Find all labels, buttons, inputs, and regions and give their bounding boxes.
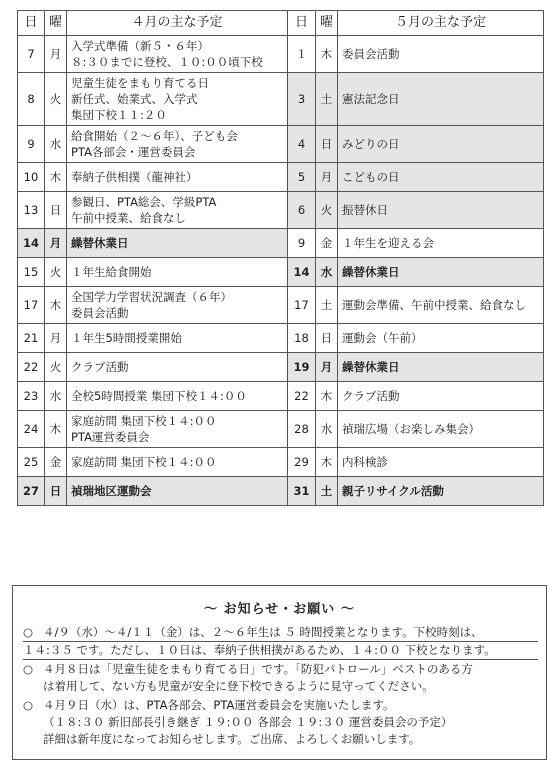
may-weekday: 水 xyxy=(316,258,338,287)
april-weekday: 水 xyxy=(45,382,67,411)
april-day: 25 xyxy=(18,448,45,477)
may-day: 5 xyxy=(288,163,316,192)
may-weekday: 日 xyxy=(316,126,338,163)
may-weekday: 金 xyxy=(316,229,338,258)
table-row xyxy=(18,448,544,477)
may-day: 19 xyxy=(288,353,316,382)
april-day: 9 xyxy=(18,126,45,163)
table-row xyxy=(18,477,544,506)
may-day-header: 日 xyxy=(288,11,316,36)
april-event: １年生給食開始 xyxy=(67,258,288,287)
april-day: 23 xyxy=(18,382,45,411)
may-day: 9 xyxy=(288,229,316,258)
april-weekday: 月 xyxy=(45,229,67,258)
april-weekday: 火 xyxy=(45,258,67,287)
notice-item-1 xyxy=(23,624,538,660)
april-event: 給食開始（２～６年）、子ども会 PTA各部会・運営委員会 xyxy=(67,126,288,163)
april-weekday: 日 xyxy=(45,477,67,506)
table-row xyxy=(18,73,544,126)
may-day: 22 xyxy=(288,382,316,411)
april-event: 児童生徒をまもり育てる日 新任式、始業式、入学式 集団下校１１:２０ xyxy=(67,73,288,126)
may-day: 14 xyxy=(288,258,316,287)
notice-title: ～ お知らせ・お願い ～ xyxy=(204,602,355,617)
notice-item-2-line-2: は着用して、ない方も児童が安全に登下校できるように見守ってください。 xyxy=(43,679,434,693)
may-weekday: 木 xyxy=(316,382,338,411)
may-weekday: 土 xyxy=(316,73,338,126)
notice-item-3-line-3: 詳細は新年度になってお知らせします。ご出席、よろしくお願いします。 xyxy=(43,732,421,746)
bullet-icon: ○ xyxy=(23,698,34,712)
may-day: 28 xyxy=(288,411,316,448)
notice-item-1-line-1: ４/９（水）～４/１１（金）は、２～６年生は ５ 時間授業となります。下校時刻は、 xyxy=(43,625,483,639)
notice-item-2 xyxy=(23,661,538,695)
may-weekday: 月 xyxy=(316,163,338,192)
notice-item-3-line-2: （１８:３０ 新旧部長引き継ぎ １９:００ 各部会 １９:３０ 運営委員会の予定） xyxy=(43,715,453,729)
april-weekday: 火 xyxy=(45,353,67,382)
may-weekday: 月 xyxy=(316,353,338,382)
may-weekday: 土 xyxy=(316,287,338,324)
april-event: 全国学力学習状況調査（６年） 委員会活動 xyxy=(67,287,288,324)
may-event: 運動会準備、午前中授業、給食なし xyxy=(338,287,544,324)
may-event: 繰替休業日 xyxy=(338,258,544,287)
april-event: 全校5時間授業 集団下校１４:００ xyxy=(67,382,288,411)
april-event: 繰替休業日 xyxy=(67,229,288,258)
may-event: みどりの日 xyxy=(338,126,544,163)
april-day: 15 xyxy=(18,258,45,287)
april-day: 27 xyxy=(18,477,45,506)
table-row xyxy=(18,353,544,382)
table-row xyxy=(18,287,544,324)
schedule-table xyxy=(17,10,544,506)
april-weekday: 日 xyxy=(45,192,67,229)
table-row xyxy=(18,163,544,192)
april-event: 入学式準備（新５・６年） ８:３０までに登校、１０:００頃下校 xyxy=(67,36,288,73)
table-row xyxy=(18,192,544,229)
may-day: 4 xyxy=(288,126,316,163)
may-event: こどもの日 xyxy=(338,163,544,192)
may-weekday: 木 xyxy=(316,448,338,477)
april-day: 22 xyxy=(18,353,45,382)
notice-item-3-line-1: ４月９日（水）は、PTA各部会、PTA運営委員会を実施いたします。 xyxy=(43,698,395,712)
may-day: 17 xyxy=(288,287,316,324)
may-day: 29 xyxy=(288,448,316,477)
table-row xyxy=(18,36,544,73)
bullet-icon: ○ xyxy=(23,662,34,676)
april-day: 10 xyxy=(18,163,45,192)
may-weekday-header: 曜 xyxy=(316,11,338,36)
april-event: クラブ活動 xyxy=(67,353,288,382)
may-day: １ xyxy=(288,36,316,73)
notice-item-2-line-1: ４月８日は「児童生徒をまもり育てる日」です。「防犯パトロール」ベストのある方 xyxy=(43,662,473,676)
notice-item-3 xyxy=(23,697,538,748)
may-day: 6 xyxy=(288,192,316,229)
table-row xyxy=(18,126,544,163)
may-event: 振替休日 xyxy=(338,192,544,229)
april-weekday: 月 xyxy=(45,36,67,73)
may-event: クラブ活動 xyxy=(338,382,544,411)
april-weekday: 木 xyxy=(45,163,67,192)
april-day: 24 xyxy=(18,411,45,448)
may-weekday: 土 xyxy=(316,477,338,506)
april-weekday: 木 xyxy=(45,287,67,324)
table-header-row xyxy=(18,11,544,36)
table-row xyxy=(18,229,544,258)
april-event: 家庭訪問 集団下校１４:００ PTA運営委員会 xyxy=(67,411,288,448)
may-event: 禎瑞広場（お楽しみ集会） xyxy=(338,411,544,448)
april-day: 14 xyxy=(18,229,45,258)
may-event: 内科検診 xyxy=(338,448,544,477)
april-event: 家庭訪問 集団下校１４:００ xyxy=(67,448,288,477)
notice-item-1-line-2: １４:３５ です。ただし、１０日は、奉納子供相撲があるため、１４:００ 下校となります。 xyxy=(23,643,496,657)
april-event: １年生5時間授業開始 xyxy=(67,324,288,353)
table-row xyxy=(18,324,544,353)
bullet-icon: ○ xyxy=(23,625,34,639)
april-weekday: 火 xyxy=(45,73,67,126)
may-weekday: 木 xyxy=(316,36,338,73)
may-weekday: 火 xyxy=(316,192,338,229)
may-weekday: 水 xyxy=(316,411,338,448)
may-event: 委員会活動 xyxy=(338,36,544,73)
may-event: 運動会（午前） xyxy=(338,324,544,353)
april-day: 17 xyxy=(18,287,45,324)
april-event: 禎瑞地区運動会 xyxy=(67,477,288,506)
april-event: 参観日、PTA総会、学級PTA 午前中授業、給食なし xyxy=(67,192,288,229)
may-event: １年生を迎える会 xyxy=(338,229,544,258)
may-schedule-header: ５月の主な予定 xyxy=(338,11,544,36)
april-day: 7 xyxy=(18,36,45,73)
april-weekday: 金 xyxy=(45,448,67,477)
notice-box xyxy=(12,585,547,760)
april-schedule-header: ４月の主な予定 xyxy=(67,11,288,36)
may-day: 3 xyxy=(288,73,316,126)
april-weekday: 月 xyxy=(45,324,67,353)
april-day: 21 xyxy=(18,324,45,353)
table-row xyxy=(18,411,544,448)
may-event: 繰替休業日 xyxy=(338,353,544,382)
may-weekday: 日 xyxy=(316,324,338,353)
april-day: 8 xyxy=(18,73,45,126)
april-event: 奉納子供相撲（龍神社） xyxy=(67,163,288,192)
table-row xyxy=(18,382,544,411)
may-event: 親子リサイクル活動 xyxy=(338,477,544,506)
may-event: 憲法記念日 xyxy=(338,73,544,126)
april-day: 13 xyxy=(18,192,45,229)
may-day: 31 xyxy=(288,477,316,506)
may-day: 18 xyxy=(288,324,316,353)
april-weekday-header: 曜 xyxy=(45,11,67,36)
april-day-header: 日 xyxy=(18,11,45,36)
table-row xyxy=(18,258,544,287)
april-weekday: 水 xyxy=(45,126,67,163)
april-weekday: 木 xyxy=(45,411,67,448)
